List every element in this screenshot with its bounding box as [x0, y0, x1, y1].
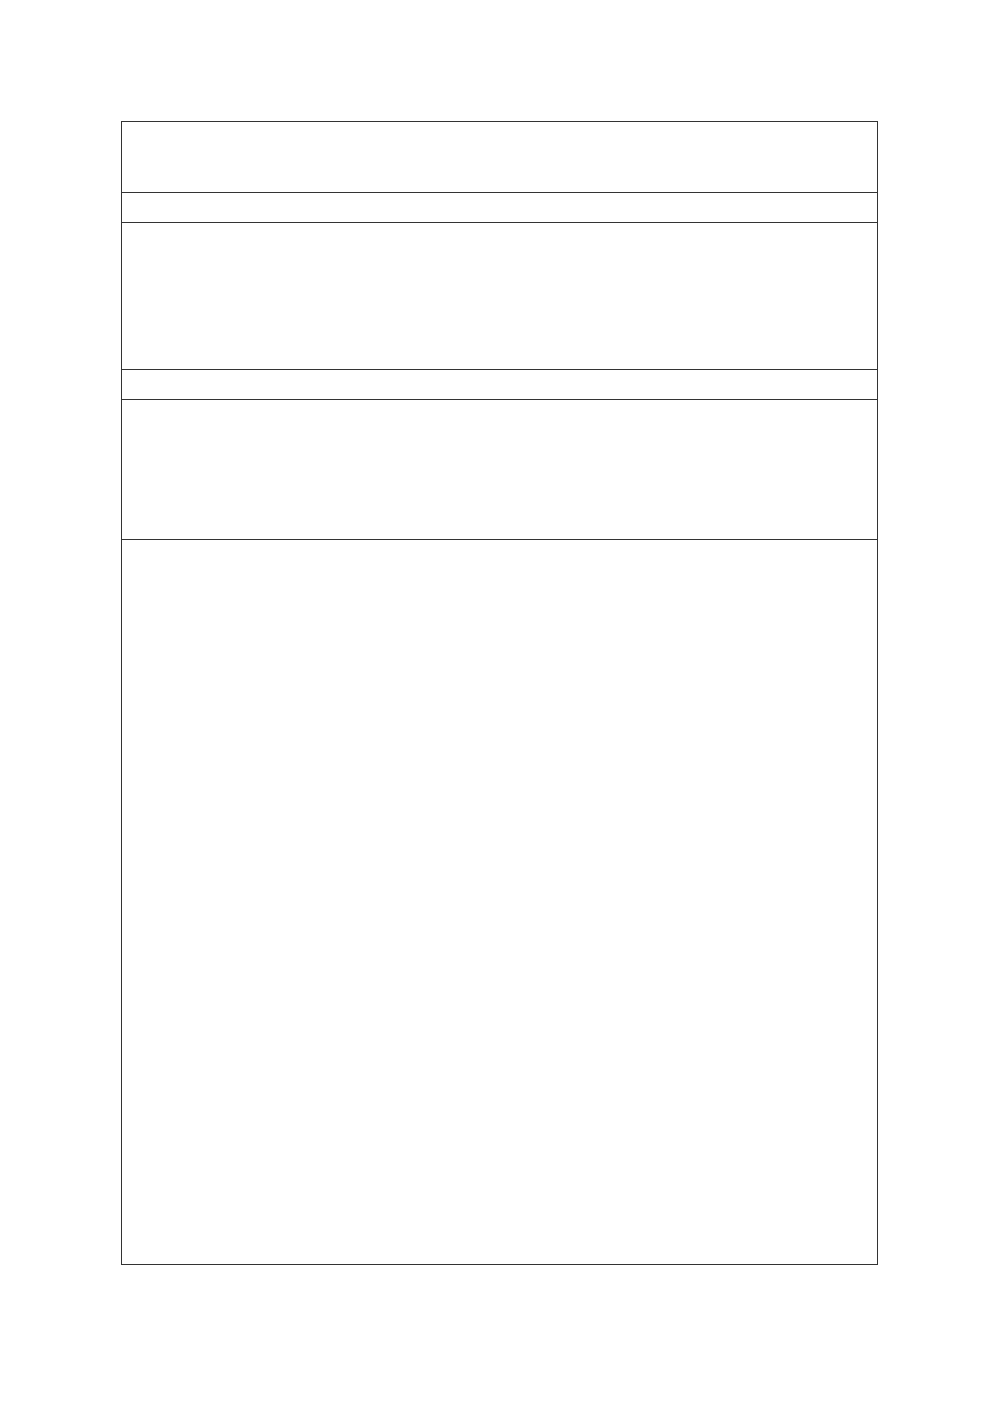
table-row-question-5: [122, 400, 877, 540]
logo-square-red: [706, 1390, 716, 1401]
logo-square-yellow: [706, 1377, 716, 1388]
worksheet-table: [121, 121, 878, 1265]
liveworksheets-brand: [693, 1374, 720, 1404]
logo-square-green: [694, 1390, 704, 1401]
table-row-spacer: [122, 370, 877, 400]
liveworksheets-logo-icon: [693, 1376, 717, 1402]
logo-square-blue: [694, 1377, 704, 1388]
table-row-question-4: [122, 223, 877, 370]
table-row-q3-options: [122, 122, 877, 193]
table-row-spacer: [122, 193, 877, 223]
